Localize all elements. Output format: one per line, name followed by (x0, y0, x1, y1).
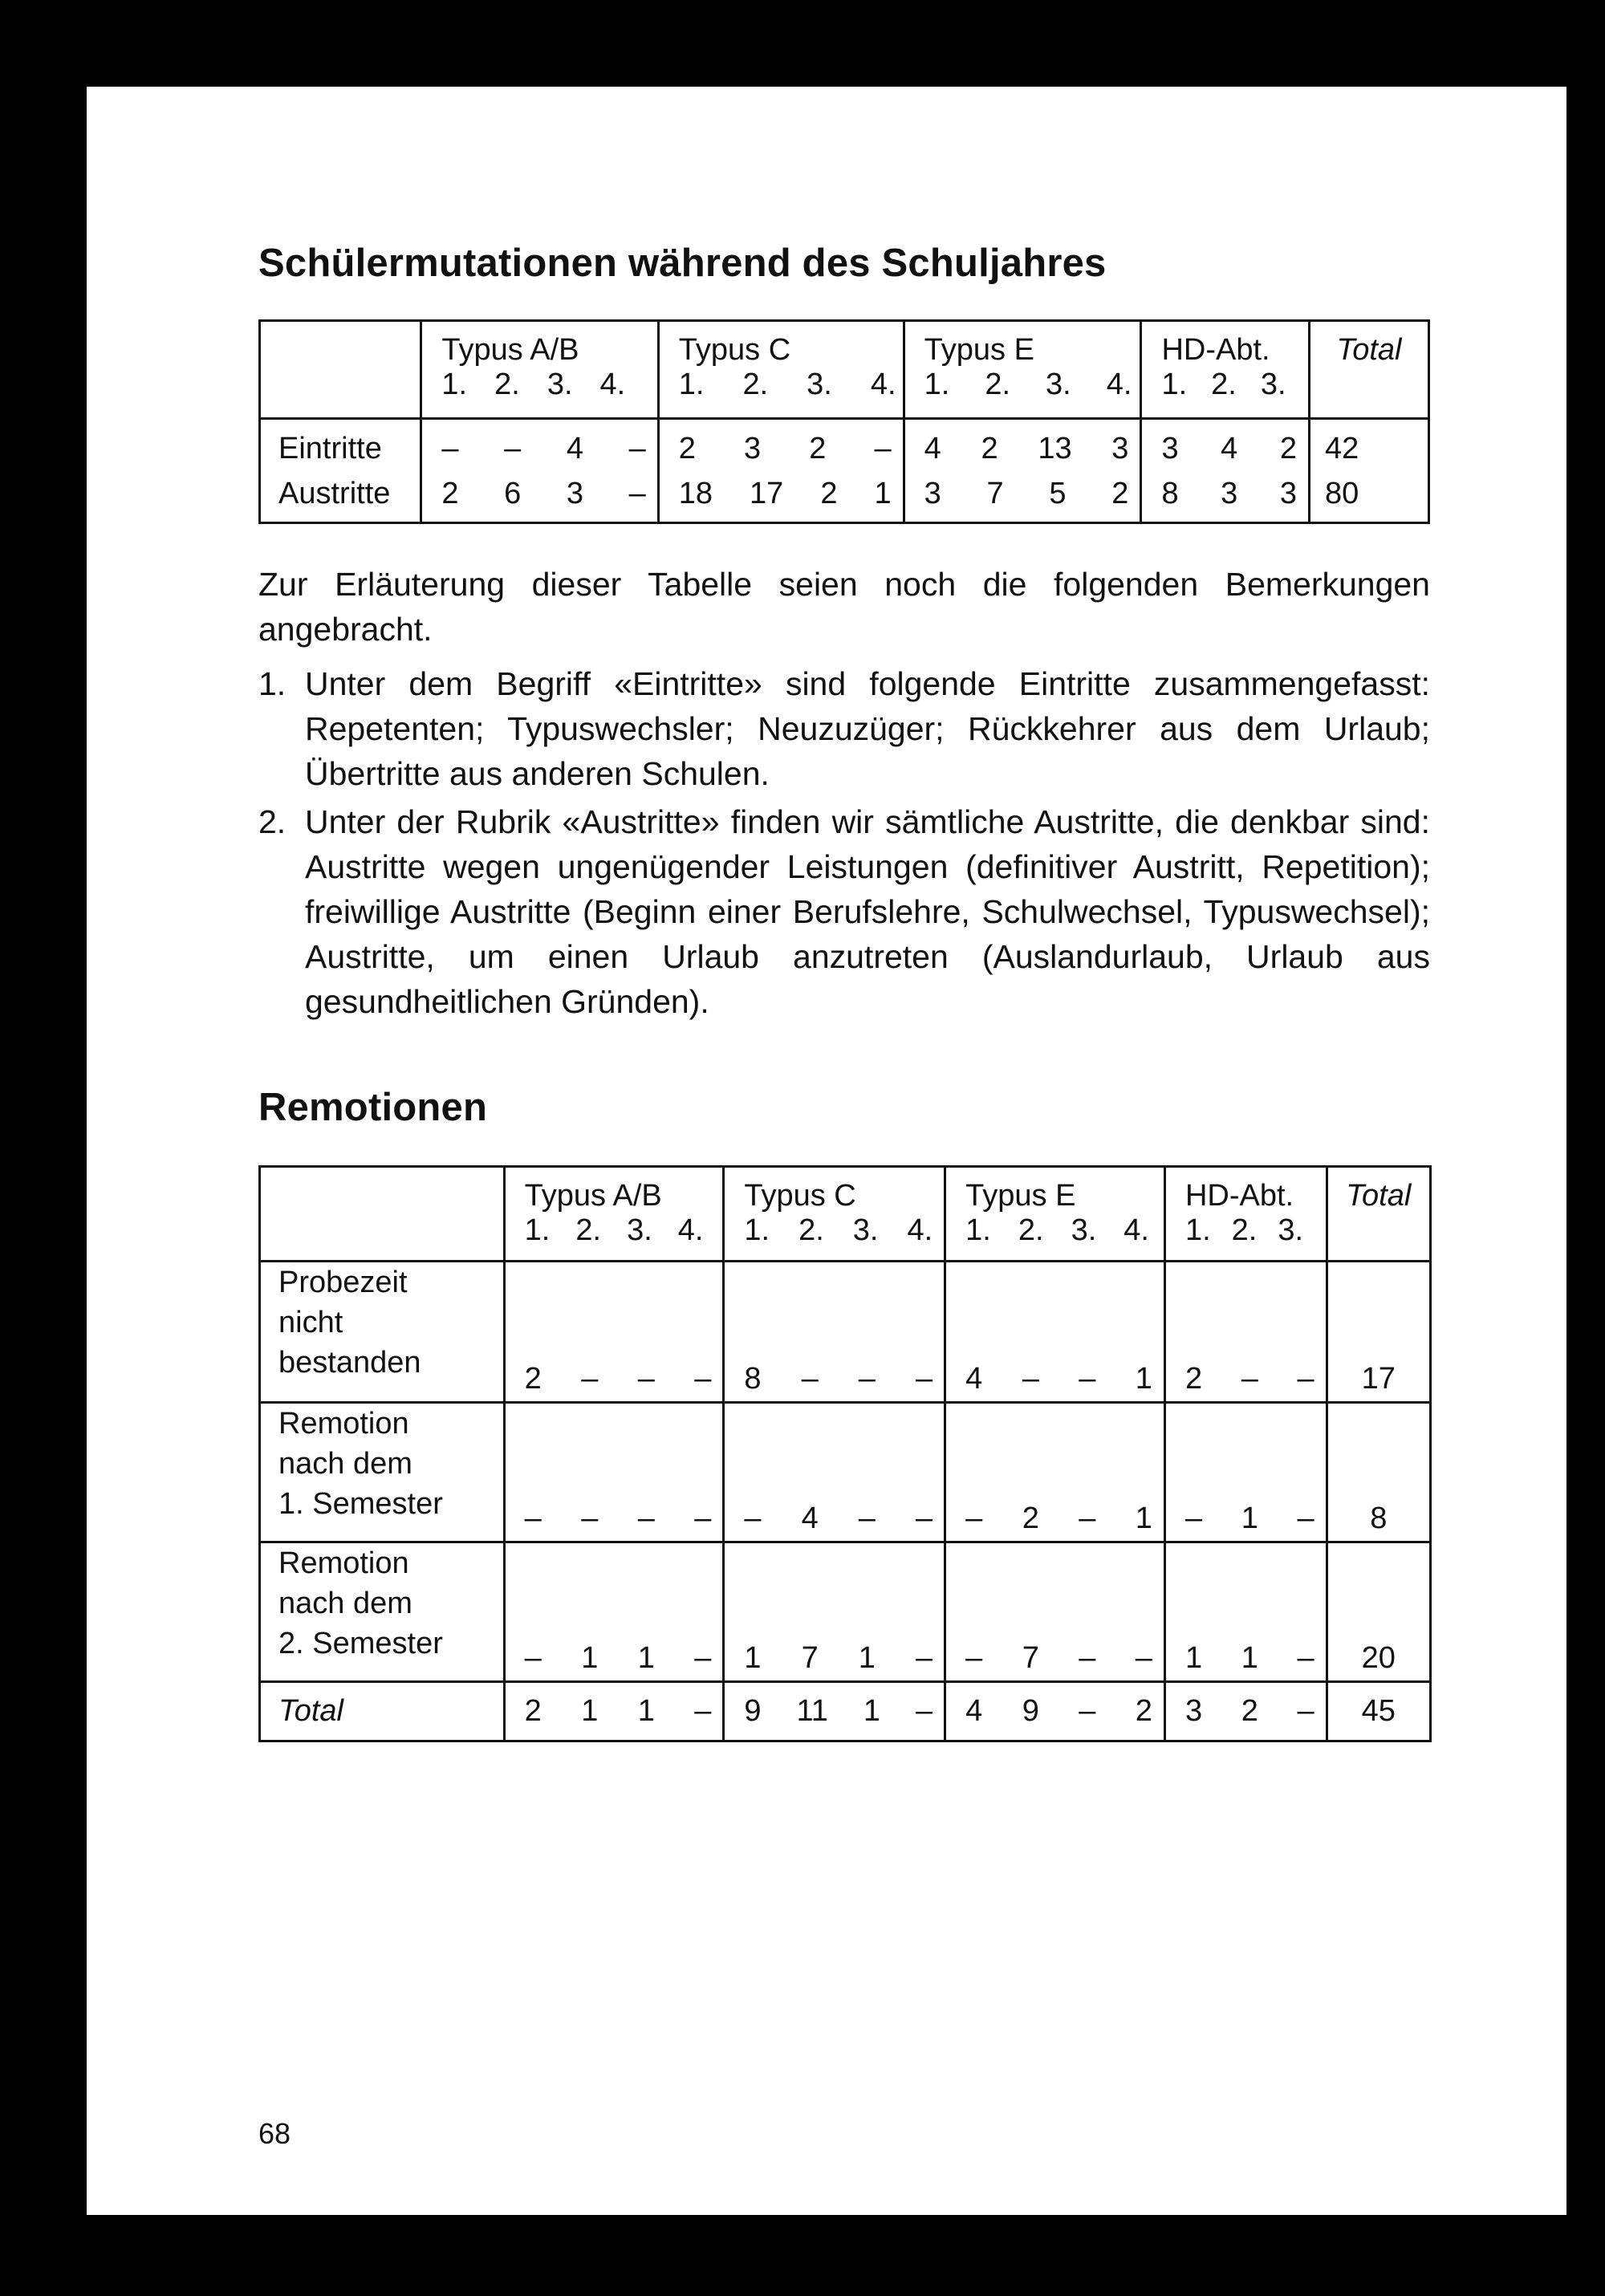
total-value: 8 (1327, 1403, 1430, 1542)
scan-border-left (0, 0, 87, 2296)
header-empty-cell (260, 321, 421, 419)
group-values: 2 3 2 – 18 17 2 1 (658, 419, 904, 523)
group-values: 4 2 13 3 3 7 5 2 (904, 419, 1141, 523)
group-values: 4 9 – 2 (945, 1682, 1165, 1741)
total-header: Total (1310, 321, 1429, 419)
row-labels: Eintritte Austritte (260, 419, 421, 523)
note-item: 1. Unter dem Begriff «Eintritte» sind folgende Eintritte zusammengefasst: Repetenten; Typuswechsler; Neuzuzüger; Rückkehrer aus dem Urlaub; Übertritte aus anderen Schulen. (258, 665, 1430, 792)
group-header: Typus C 1. 2. 3. 4. (724, 1167, 945, 1262)
scan-border-right (1566, 0, 1605, 2296)
scan-border-bottom (0, 2215, 1605, 2296)
group-header: Typus A/B 1. 2. 3. 4. (504, 1167, 724, 1262)
group-header: Typus A/B 1. 2. 3. 4. (421, 321, 658, 419)
remotion-row (260, 1262, 1431, 1403)
group-header: Typus C 1. 2. 3. 4. (658, 321, 904, 419)
remotions-table (258, 1165, 1432, 1742)
group-values: 1 1 – (1164, 1542, 1327, 1682)
row-label: Remotion nach dem 2. Semester (260, 1542, 505, 1682)
group-values: – 2 – 1 (945, 1403, 1165, 1542)
group-header: HD-Abt. 1. 2. 3. (1164, 1167, 1327, 1262)
group-values: – – 4 – 2 6 3 – (421, 419, 658, 523)
total-header: Total (1327, 1167, 1430, 1262)
remotion-row (260, 1542, 1431, 1682)
group-values: – 1 1 – (504, 1542, 724, 1682)
mutations-data-rows (260, 419, 1429, 523)
row-label: Total (260, 1682, 505, 1741)
total-values: 42 80 (1310, 419, 1429, 523)
total-value: 20 (1327, 1542, 1430, 1682)
group-values: 1 7 1 – (724, 1542, 945, 1682)
group-values: 8 – – – (724, 1262, 945, 1403)
group-values: – 4 – – (724, 1403, 945, 1542)
scan-border-top (0, 0, 1605, 87)
section-title-remotions: Remotionen (258, 1086, 488, 1129)
note-item: 2. Unter der Rubrik «Austritte» finden wir sämtliche Austritte, die denkbar sind: Austritte wegen ungenügender Leistungen (definitiver Austritt, Repetition); freiwillige Austritte (Beginn einer Berufslehre, Schulwechsel, Typuswechsel); Austritte, um einen Urlaub anzutreten (Auslandurlaub, Urlaub aus gesundheitlichen Gründen). (258, 803, 1430, 1020)
mutations-table (258, 319, 1430, 524)
mutations-header-row (260, 321, 1429, 419)
group-values: – – – – (504, 1403, 724, 1542)
remotions-header-row (260, 1167, 1431, 1262)
group-values: – 1 – (1164, 1403, 1327, 1542)
page-number: 68 (258, 2117, 291, 2150)
group-values: 3 2 – (1164, 1682, 1327, 1741)
group-header: Typus E 1. 2. 3. 4. (945, 1167, 1165, 1262)
row-label: Probezeit nicht bestanden (260, 1262, 505, 1403)
intro-paragraph: Zur Erläuterung dieser Tabelle seien noch die folgenden Bemerkungen angebracht. (258, 566, 1430, 648)
total-value: 17 (1327, 1262, 1430, 1403)
group-header: Typus E 1. 2. 3. 4. (904, 321, 1141, 419)
group-values: – 7 – – (945, 1542, 1165, 1682)
group-values: 2 – – (1164, 1262, 1327, 1403)
remotion-total-row (260, 1682, 1431, 1741)
section-title-mutations: Schülermutationen während des Schuljahres (258, 242, 1107, 285)
row-label: Remotion nach dem 1. Semester (260, 1403, 505, 1542)
total-value: 45 (1327, 1682, 1430, 1741)
remotion-row (260, 1403, 1431, 1542)
header-empty-cell (260, 1167, 505, 1262)
group-values: 9 11 1 – (724, 1682, 945, 1741)
group-values: 2 1 1 – (504, 1682, 724, 1741)
group-values: 2 – – – (504, 1262, 724, 1403)
group-header: HD-Abt. 1. 2. 3. (1141, 321, 1310, 419)
group-values: 3 4 2 8 3 3 (1141, 419, 1310, 523)
group-values: 4 – – 1 (945, 1262, 1165, 1403)
